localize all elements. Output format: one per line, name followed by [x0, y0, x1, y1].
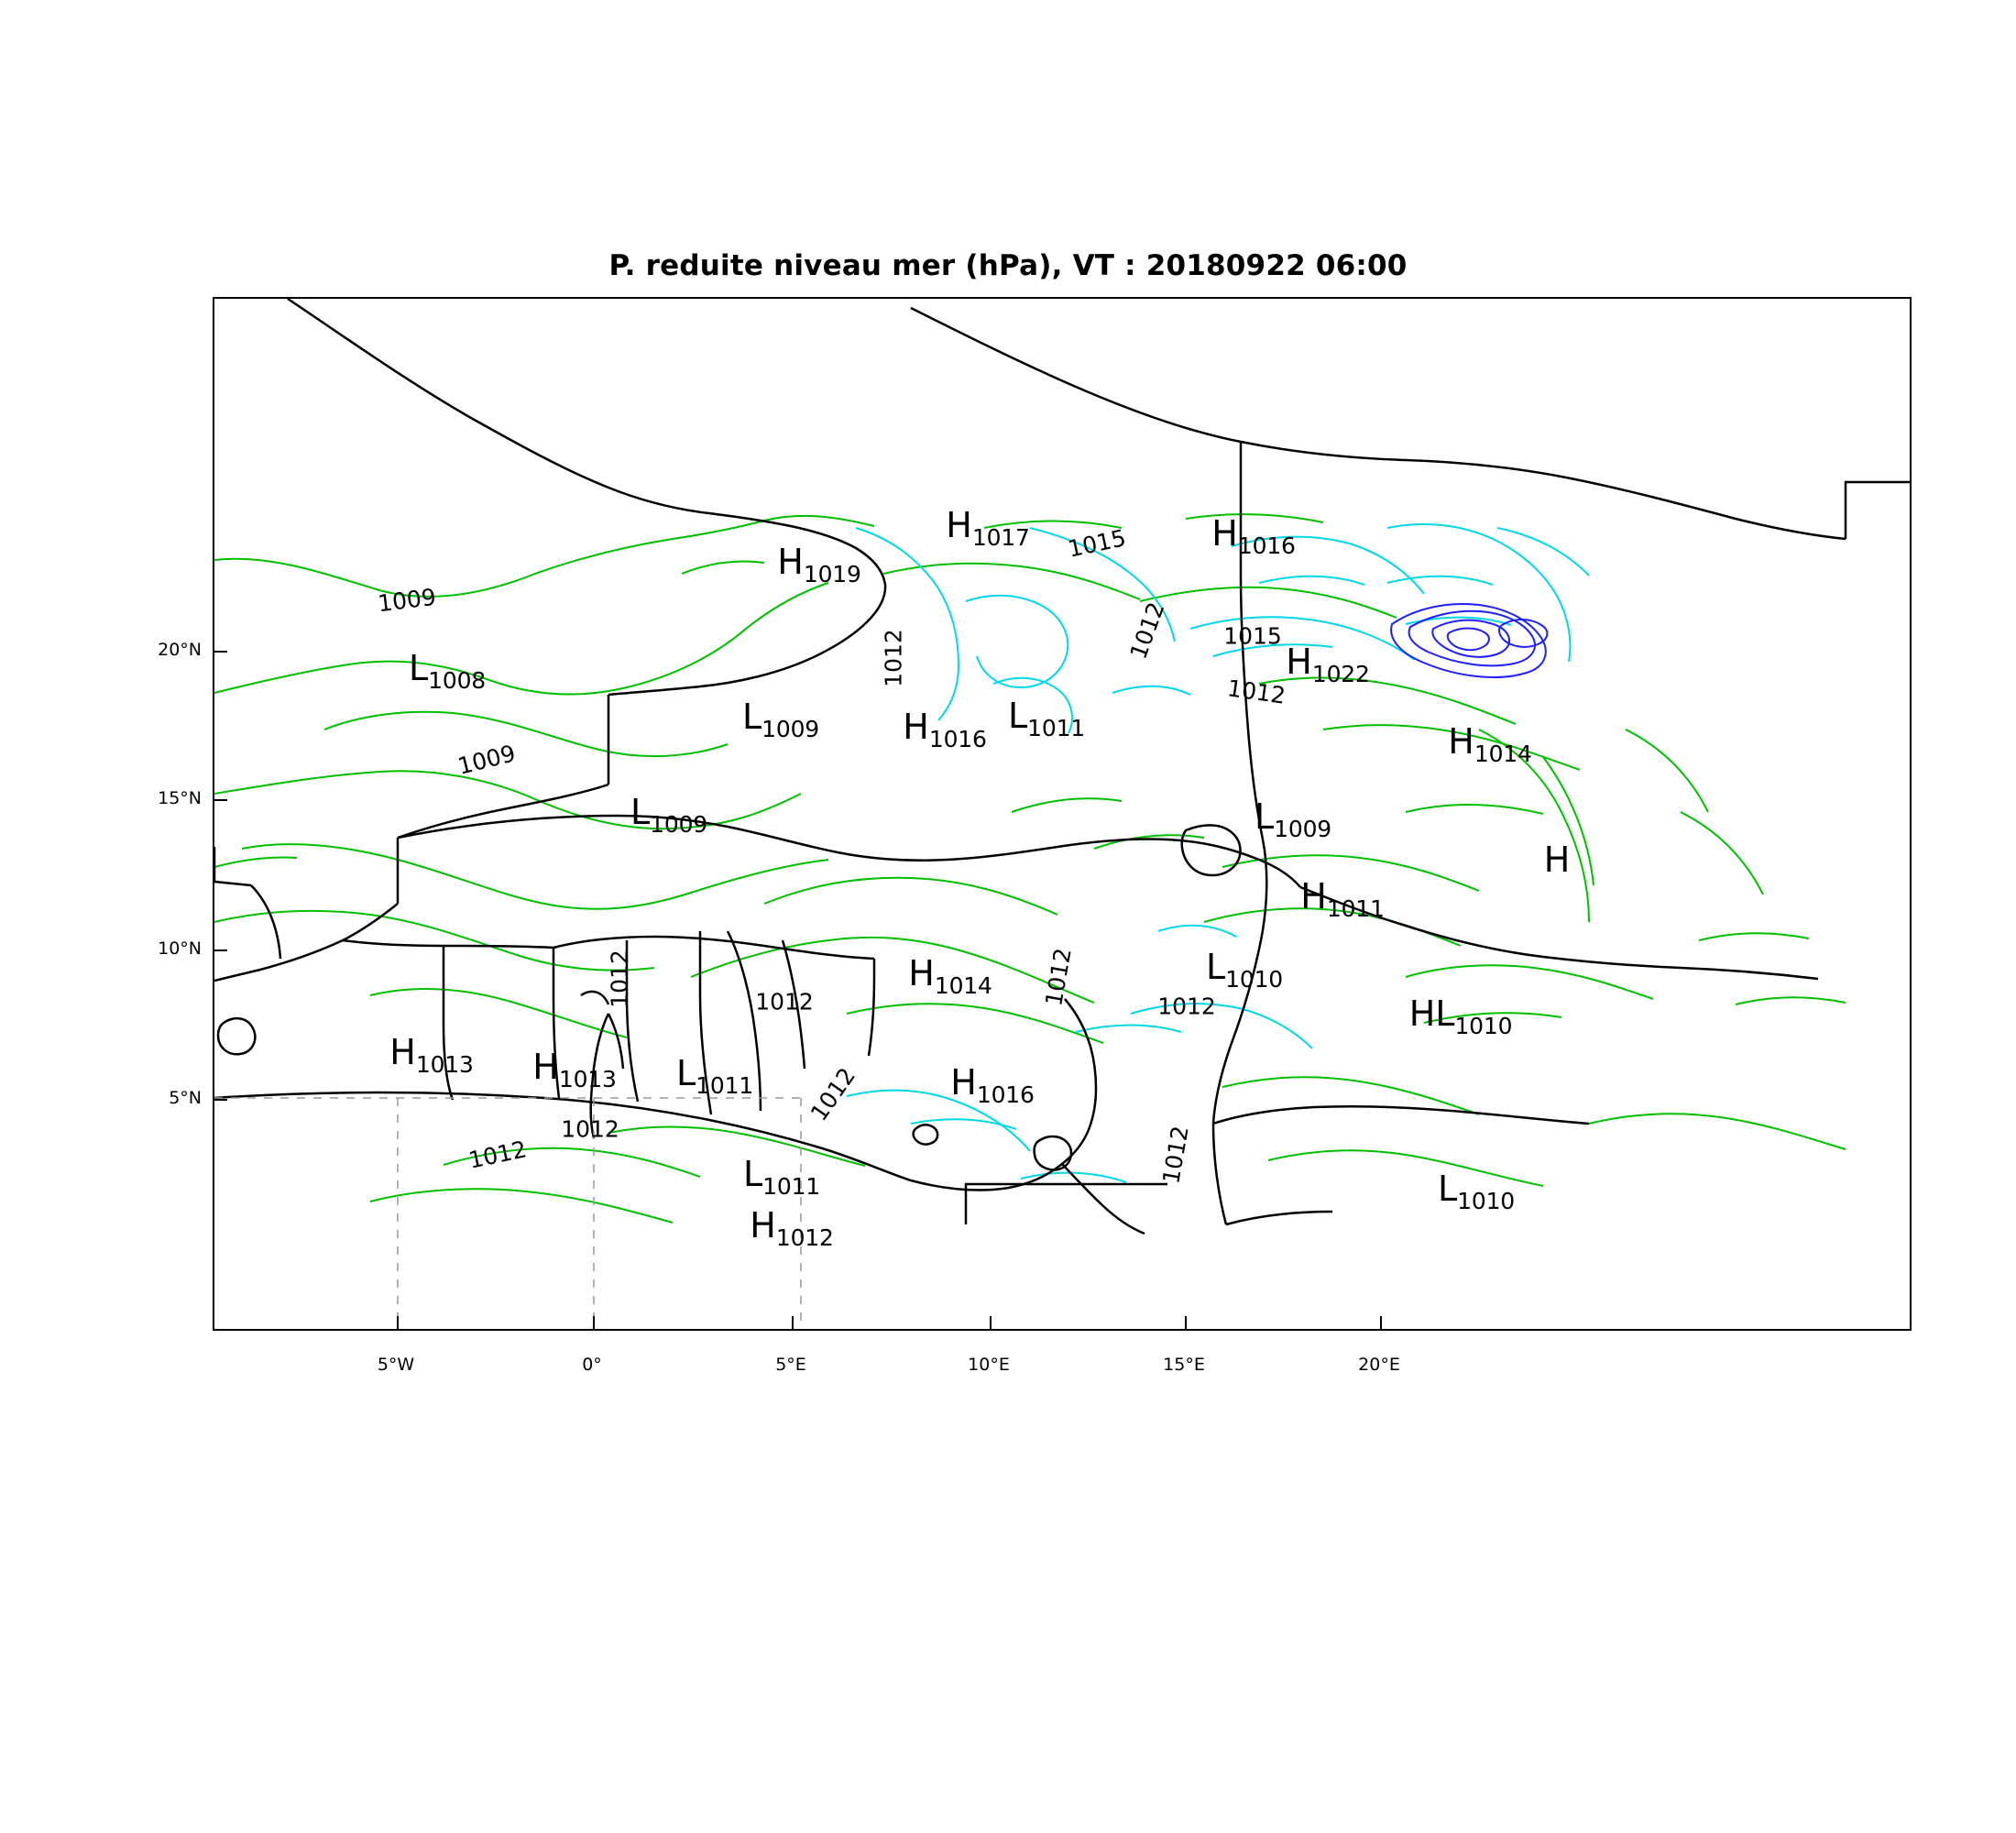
pressure-centre-value: 1013 [558, 1066, 617, 1092]
contour-value-label: 1009 [376, 583, 438, 618]
pressure-centre-symbol: H [389, 1032, 416, 1072]
pressure-centre-low [1438, 1169, 1515, 1214]
grid-guide-lines [214, 1098, 801, 1329]
contour-value-label: 1012 [466, 1136, 530, 1174]
pressure-centre-value: 1016 [928, 726, 987, 752]
x-axis-tick-label: 0° [582, 1355, 602, 1375]
pressure-centre-value: 1016 [976, 1081, 1035, 1108]
pressure-centre-symbol: L [742, 697, 762, 737]
pressure-centre-symbol: H [903, 707, 929, 747]
pressure-centre-symbol: L [409, 648, 429, 688]
map-plot-area [213, 297, 1912, 1331]
contour-value-label: 1012 [1124, 598, 1170, 663]
pressure-centre-high [946, 505, 1030, 551]
x-axis-tick-label: 5°W [377, 1355, 415, 1375]
pressure-centre-high [1300, 876, 1385, 922]
pressure-centre-value: 1014 [1474, 741, 1532, 767]
pressure-centre-value: 1017 [971, 524, 1030, 551]
x-axis-tick-label: 10°E [968, 1355, 1010, 1375]
pressure-centre-symbol: H [946, 505, 972, 545]
contour-value-label: 1012 [1157, 993, 1216, 1020]
pressure-centre-symbol: H [1448, 721, 1474, 762]
contour-map-graphic [214, 299, 1910, 1329]
pressure-centre-high [750, 1205, 834, 1251]
pressure-centre-symbol: H [532, 1047, 559, 1087]
contour-value-label: 1012 [1157, 1124, 1194, 1186]
contour-value-label: 1015 [1065, 524, 1129, 563]
pressure-centre-symbol: L [630, 792, 651, 832]
pressure-centre-value: 1012 [775, 1224, 834, 1251]
green-contour-lines [214, 514, 1846, 1223]
pressure-centre-symbol: H [1211, 513, 1238, 554]
pressure-centre-high [908, 953, 992, 999]
pressure-centre-value: 1010 [1454, 1013, 1513, 1039]
pressure-centre-symbol: H [908, 953, 935, 993]
pressure-centre-high [389, 1032, 474, 1078]
y-axis-tick-label: 15°N [158, 788, 202, 808]
pressure-centre-low [1008, 696, 1085, 741]
pressure-centre-value: 1013 [415, 1051, 474, 1078]
pressure-centre-value: 1022 [1311, 661, 1370, 687]
pressure-centre-value: 1009 [761, 716, 819, 742]
pressure-centre-value: 1019 [803, 561, 861, 587]
pressure-centre-symbol: HL [1408, 993, 1455, 1034]
pressure-centre-value: 1014 [934, 972, 992, 999]
pressure-centre-symbol: L [1008, 696, 1028, 736]
pressure-centre-low [742, 697, 819, 742]
contour-value-label: 1012 [561, 1115, 619, 1143]
pressure-centre-high [950, 1062, 1035, 1108]
pressure-centre-high [1408, 993, 1513, 1039]
pressure-centre-value: 1009 [650, 811, 707, 838]
x-axis-tick-label: 20°E [1358, 1355, 1400, 1375]
contour-value-label: 1012 [755, 988, 814, 1015]
pressure-centre-high [1543, 840, 1571, 880]
contour-value-label: 1012 [880, 629, 907, 687]
y-axis-tick-label: 20°N [158, 640, 202, 660]
contour-value-label: 1009 [455, 740, 519, 780]
y-axis-tick-label: 5°N [169, 1088, 202, 1108]
pressure-centre-value: 1011 [762, 1173, 820, 1200]
contour-value-label: 1012 [606, 949, 633, 1008]
pressure-centre-symbol: L [1206, 947, 1226, 987]
pressure-centre-value: 1011 [696, 1072, 753, 1099]
page-title: P. reduite niveau mer (hPa), VT : 20180922 06:00 [608, 249, 1408, 282]
pressure-centre-value: 1016 [1237, 532, 1296, 559]
pressure-centre-value: 1011 [1027, 715, 1085, 741]
pressure-centre-value: 1009 [1274, 816, 1331, 842]
pressure-centre-low [1255, 796, 1331, 842]
pressure-centre-symbol: H [950, 1062, 977, 1103]
x-axis-tick-label: 15°E [1163, 1355, 1205, 1375]
pressure-centre-symbol: L [1255, 796, 1275, 837]
x-axis-tick-label: 5°E [775, 1355, 806, 1375]
pressure-centre-low [630, 792, 707, 838]
pressure-centre-high [532, 1047, 617, 1092]
pressure-centre-symbol: L [743, 1154, 763, 1194]
pressure-centre-symbol: L [1438, 1169, 1458, 1209]
pressure-centre-low [1206, 947, 1283, 993]
pressure-centre-symbol: H [1286, 642, 1312, 682]
y-axis-tick-label: 10°N [158, 938, 202, 959]
pressure-centre-value: 1010 [1457, 1188, 1515, 1214]
pressure-centre-high [777, 542, 861, 587]
contour-value-label: 1012 [1225, 675, 1287, 709]
pressure-centre-symbol: L [676, 1053, 696, 1093]
pressure-centre-symbol: H [750, 1205, 776, 1246]
pressure-centre-high [1211, 513, 1296, 559]
blue-contour-lines [1391, 604, 1547, 677]
contour-value-label: 1012 [805, 1062, 861, 1126]
pressure-centre-high [1448, 721, 1532, 767]
pressure-centre-high [903, 707, 987, 752]
contour-value-label: 1012 [1040, 946, 1077, 1008]
pressure-centre-symbol: H [777, 542, 804, 582]
pressure-centre-value: 1011 [1326, 895, 1385, 922]
pressure-centre-high [1286, 642, 1370, 687]
pressure-centre-low [409, 648, 486, 694]
pressure-centre-value: 1008 [428, 667, 486, 694]
pressure-centre-symbol: H [1300, 876, 1327, 916]
pressure-centre-value: 1010 [1225, 966, 1283, 993]
pressure-centre-low [743, 1154, 820, 1200]
contour-value-label: 1015 [1223, 622, 1282, 650]
pressure-centre-low [676, 1053, 753, 1099]
pressure-centre-symbol: H [1543, 840, 1571, 880]
